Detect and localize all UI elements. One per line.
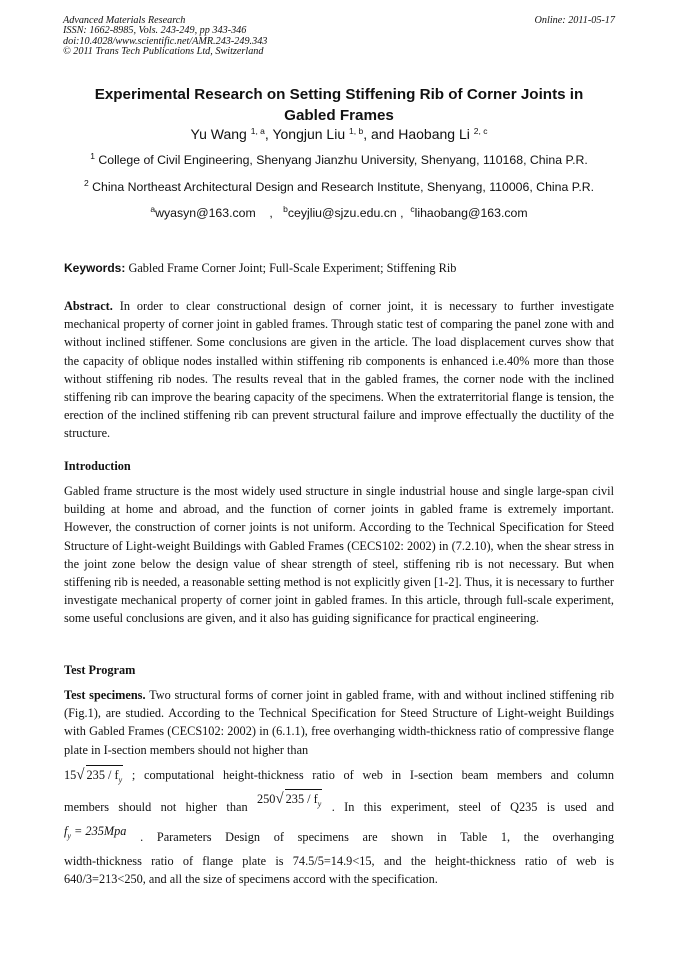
affiliation-2: [0, 180, 678, 194]
test-program-text-4: . In this experiment, steel of Q235 is used and: [331, 800, 614, 815]
formula-coefficient: 15: [64, 767, 77, 782]
test-program-text-3: members should not higher than: [64, 800, 248, 815]
keywords-text: Gabled Frame Corner Joint; Full-Scale Experiment; Stiffening Rib: [128, 261, 457, 275]
keywords-paragraph: [64, 259, 614, 277]
email-superscript: a: [150, 204, 156, 214]
test-specimens-label: Test specimens.: [64, 688, 146, 702]
formula-subscript: y: [317, 799, 322, 809]
journal-name: Advanced Materials Research: [63, 15, 186, 26]
formula-radicand: [285, 789, 323, 814]
test-program-paragraph: [64, 686, 614, 888]
paper-title: Experimental Research on Setting Stiffening Rib of Corner Joints in Gabled Frames: [94, 86, 584, 124]
affiliation-text: College of Civil Engineering, Shenyang Jianzhu University, Shenyang, 110168, China P.R.: [98, 153, 588, 167]
test-program-text-2: ; computational height-thickness ratio of web in I-section beam members and column: [131, 767, 614, 782]
doi-line: doi:10.4028/www.scientific.net/AMR.243-249.343: [63, 35, 268, 47]
formula-row-1: [64, 765, 614, 790]
formula-coefficient: 250: [256, 792, 276, 807]
text-row-last: 640/3=213<250, and all the size of specimens accord with the specification.: [64, 871, 438, 886]
author-line: [0, 126, 678, 142]
author-separator: , and: [363, 126, 399, 142]
journal-header: [63, 16, 615, 58]
email-superscript: c: [410, 204, 415, 214]
test-program-heading: Test Program: [64, 663, 136, 677]
online-date: Online: 2011-05-17: [534, 15, 615, 26]
author-superscript: 2, c: [473, 126, 488, 136]
formula-row-2: [64, 791, 614, 822]
affiliation-number: 2: [83, 178, 89, 188]
formula-value: = 235Mpa: [70, 824, 127, 839]
abstract-label: Abstract.: [64, 299, 113, 313]
abstract-paragraph: [64, 297, 614, 443]
abstract-text: In order to clear constructional design of corner joint, it is necessary to further investigate mechanical property of corner joint in gabled frames. Through static test of comparing the panel zone with and without inclined stiffener. Some conclusions are given in the article. The load displacement curves show that the capacity of oblique nodes installed within stiffening rib components is enhanced i.e.40% more than those without stiffening rib nodes. The results reveal that in the gabled frames, the corner node with the inclined stiffening rib can improve the bearing capacity of the specimens. When the extraterritorial flange is tension, the erection of the inclined stiffening rib can prevent structural failure and improve effectually the ductility of the structure.: [64, 299, 614, 441]
formula-subscript: y: [118, 775, 123, 785]
copyright-line: © 2011 Trans Tech Publications Ltd, Switzerland: [63, 46, 264, 58]
author-separator: ,: [264, 126, 273, 142]
test-program-text-1: Two structural forms of corner joint in gabled frame, with and without inclined stiffening rib (Fig.1), are studied. According to the Technical Specification for Steed Structure of Light-weight Buildings with Gabled Frames (CECS102: 2002) in (6.1.1), free overhanging width-thickness ratio of compressive flange plate in I-section members should not higher than: [64, 688, 615, 757]
email-address[interactable]: ceyjliu@sjzu.edu.cn: [287, 206, 397, 220]
affiliation-number: 1: [90, 151, 95, 161]
author-superscript: 1, a: [250, 126, 265, 136]
email-address[interactable]: lihaobang@163.com: [414, 206, 528, 220]
formula-yield-strength: [64, 822, 126, 846]
formula-radicand-text: 235 / f: [86, 767, 119, 782]
issn-line: ISSN: 1662-8985, Vols. 243-249, pp 343-346: [63, 25, 247, 37]
author-name: Yongjun Liu: [272, 126, 346, 142]
keywords-label: Keywords:: [64, 261, 126, 275]
affiliation-1: [0, 153, 678, 167]
author-superscript: 1, b: [349, 126, 364, 136]
formula-row-3: [64, 824, 614, 852]
spacer: [64, 789, 614, 797]
email-superscript: b: [283, 204, 288, 214]
author-name: Yu Wang: [190, 126, 247, 142]
formula-radicand-text: 235 / f: [285, 792, 318, 807]
author-name: Haobang Li: [398, 126, 470, 142]
introduction-text: Gabled frame structure is the most widely used structure in single industrial house and single large-span civil building at home and abroad, and the function of corner joints in gabled frame is extremely important. However, the construction of corner joints is not uniform. According to the Technical Specification for Steed Structure of Light-weight Buildings with Gabled Frames (CECS102: 2002) in (7.2.10), when the shear stress in the joint zone below the design value of shear strength of steel, stiffening rib is not necessary. But when stiffening rib is needed, a reasonable setting method is not explicitly given [1-2]. Thus, it is necessary to further investigate mechanical property of corner joint in gabled frames. In this article, through full-scale experiment, some useful conclusions are given, and it also has guiding significance for practical engineering.: [64, 484, 614, 626]
sqrt-icon: √: [275, 791, 284, 808]
formula-width-thickness: [64, 765, 123, 790]
introduction-paragraph: [64, 482, 614, 628]
introduction-heading: Introduction: [64, 459, 131, 473]
email-line: $^a$wyasyn@163.com , $^b$ceyjliu@sjzu.edu.cn , $^c$lihaobang@163.com: [150, 204, 528, 220]
test-program-text-5: . Parameters Design of specimens are shown in Table 1, the overhanging: [140, 830, 614, 845]
formula-subscript: y: [67, 831, 71, 841]
sqrt-icon: √: [76, 766, 85, 783]
formula-radicand: [86, 765, 124, 790]
formula-symbol: f: [64, 824, 68, 839]
email-address[interactable]: wyasyn@163.com: [155, 206, 256, 220]
affiliation-text: China Northeast Architectural Design and Research Institute, Shenyang, 110006, China P.R.: [92, 180, 595, 194]
text-row: width-thickness ratio of flange plate is 74.5/5=14.9<15, and the height-thickness ratio of web is: [64, 853, 614, 868]
formula-height-thickness: [257, 789, 322, 814]
